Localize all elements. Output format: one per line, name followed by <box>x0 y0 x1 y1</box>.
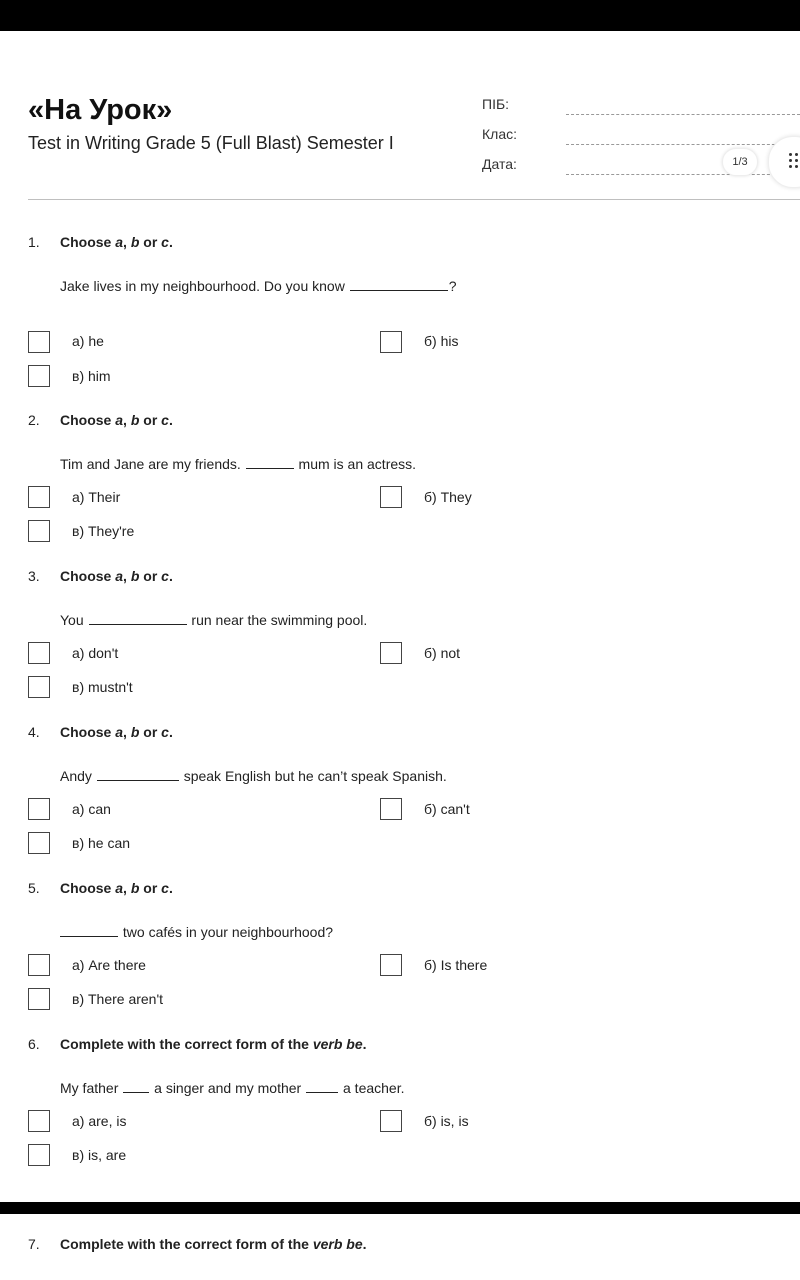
question-6-number: 6. <box>28 1036 40 1052</box>
question-1-option-a-label: а) he <box>72 333 104 349</box>
question-1-option-c-checkbox[interactable] <box>28 365 50 387</box>
question-5-option-b-checkbox[interactable] <box>380 954 402 976</box>
question-1-number: 1. <box>28 234 40 250</box>
question-4-option-c-label: в) he can <box>72 835 131 851</box>
question-1-option-b-checkbox[interactable] <box>380 331 402 353</box>
question-2-option-c-label: в) They're <box>72 523 135 539</box>
question-3-option-b-checkbox[interactable] <box>380 642 402 664</box>
question-5-option-a-checkbox[interactable] <box>28 954 50 976</box>
answer-blank <box>97 770 179 781</box>
question-1-option-b-label: б) his <box>424 333 459 349</box>
question-1-text: Jake lives in my neighbourhood. Do you know ? <box>60 278 457 294</box>
question-3-option-a-label: а) don't <box>72 645 119 661</box>
question-2-option-b-checkbox[interactable] <box>380 486 402 508</box>
class-field-line <box>566 144 800 145</box>
question-5-option-a-label: а) Are there <box>72 957 146 973</box>
question-6-option-a-checkbox[interactable] <box>28 1110 50 1132</box>
answer-blank <box>350 280 448 291</box>
name-field-line <box>566 114 800 115</box>
answer-blank <box>306 1082 338 1093</box>
question-2-option-a-checkbox[interactable] <box>28 486 50 508</box>
question-2-option-b-label: б) They <box>424 489 472 505</box>
question-6-title: Complete with the correct form of the verb be. <box>60 1036 367 1052</box>
question-1-option-c-label: в) him <box>72 368 111 384</box>
question-4-option-b-checkbox[interactable] <box>380 798 402 820</box>
question-3-option-c-label: в) mustn't <box>72 679 133 695</box>
answer-blank <box>60 926 118 937</box>
question-7-number: 7. <box>28 1236 40 1252</box>
question-2-number: 2. <box>28 412 40 428</box>
question-5-number: 5. <box>28 880 40 896</box>
question-4-option-a-checkbox[interactable] <box>28 798 50 820</box>
page-subtitle: Test in Writing Grade 5 (Full Blast) Semester I <box>28 133 394 153</box>
question-4-option-b-label: б) can't <box>424 801 470 817</box>
question-5-option-c-label: в) There aren't <box>72 991 164 1007</box>
question-3-option-c-checkbox[interactable] <box>28 676 50 698</box>
date-field-label: Дата: <box>482 156 517 172</box>
question-4-text: Andy speak English but he can’t speak Spanish. <box>60 768 447 784</box>
header-divider <box>28 199 800 200</box>
question-1-option-a-checkbox[interactable] <box>28 331 50 353</box>
page-title: «На Урок» <box>28 94 173 126</box>
question-3-number: 3. <box>28 568 40 584</box>
question-2-option-a-label: а) Their <box>72 489 121 505</box>
answer-blank <box>123 1082 149 1093</box>
question-2-title: Choose a, b or c. <box>60 412 173 428</box>
question-1-title: Choose a, b or c. <box>60 234 173 250</box>
class-field-label: Клас: <box>482 126 517 142</box>
name-field-label: ПІБ: <box>482 96 510 112</box>
question-6-option-b-checkbox[interactable] <box>380 1110 402 1132</box>
page-break <box>0 1202 800 1214</box>
answer-blank <box>89 614 187 625</box>
question-3-text: You run near the swimming pool. <box>60 612 368 628</box>
question-2-option-c-checkbox[interactable] <box>28 520 50 542</box>
question-6-text: My father a singer and my mother a teacher. <box>60 1080 405 1096</box>
question-7-title: Complete with the correct form of the verb be. <box>60 1236 367 1252</box>
question-4-number: 4. <box>28 724 40 740</box>
page-counter[interactable]: 1/3 <box>722 148 758 176</box>
question-6-option-b-label: б) is, is <box>424 1113 469 1129</box>
question-6-option-c-label: в) is, are <box>72 1147 127 1163</box>
question-4-option-c-checkbox[interactable] <box>28 832 50 854</box>
question-3-option-b-label: б) not <box>424 645 461 661</box>
question-4-option-a-label: а) can <box>72 801 111 817</box>
answer-blank <box>246 458 294 469</box>
question-6-option-c-checkbox[interactable] <box>28 1144 50 1166</box>
question-3-title: Choose a, b or c. <box>60 568 173 584</box>
top-status-bar <box>0 0 800 31</box>
question-5-option-b-label: б) Is there <box>424 957 488 973</box>
dots-grid-icon <box>789 153 799 169</box>
date-field-line <box>566 174 800 175</box>
question-6-option-a-label: а) are, is <box>72 1113 127 1129</box>
question-5-title: Choose a, b or c. <box>60 880 173 896</box>
question-5-text: two cafés in your neighbourhood? <box>60 924 333 940</box>
question-5-option-c-checkbox[interactable] <box>28 988 50 1010</box>
question-2-text: Tim and Jane are my friends. mum is an actress. <box>60 456 417 472</box>
question-3-option-a-checkbox[interactable] <box>28 642 50 664</box>
question-4-title: Choose a, b or c. <box>60 724 173 740</box>
